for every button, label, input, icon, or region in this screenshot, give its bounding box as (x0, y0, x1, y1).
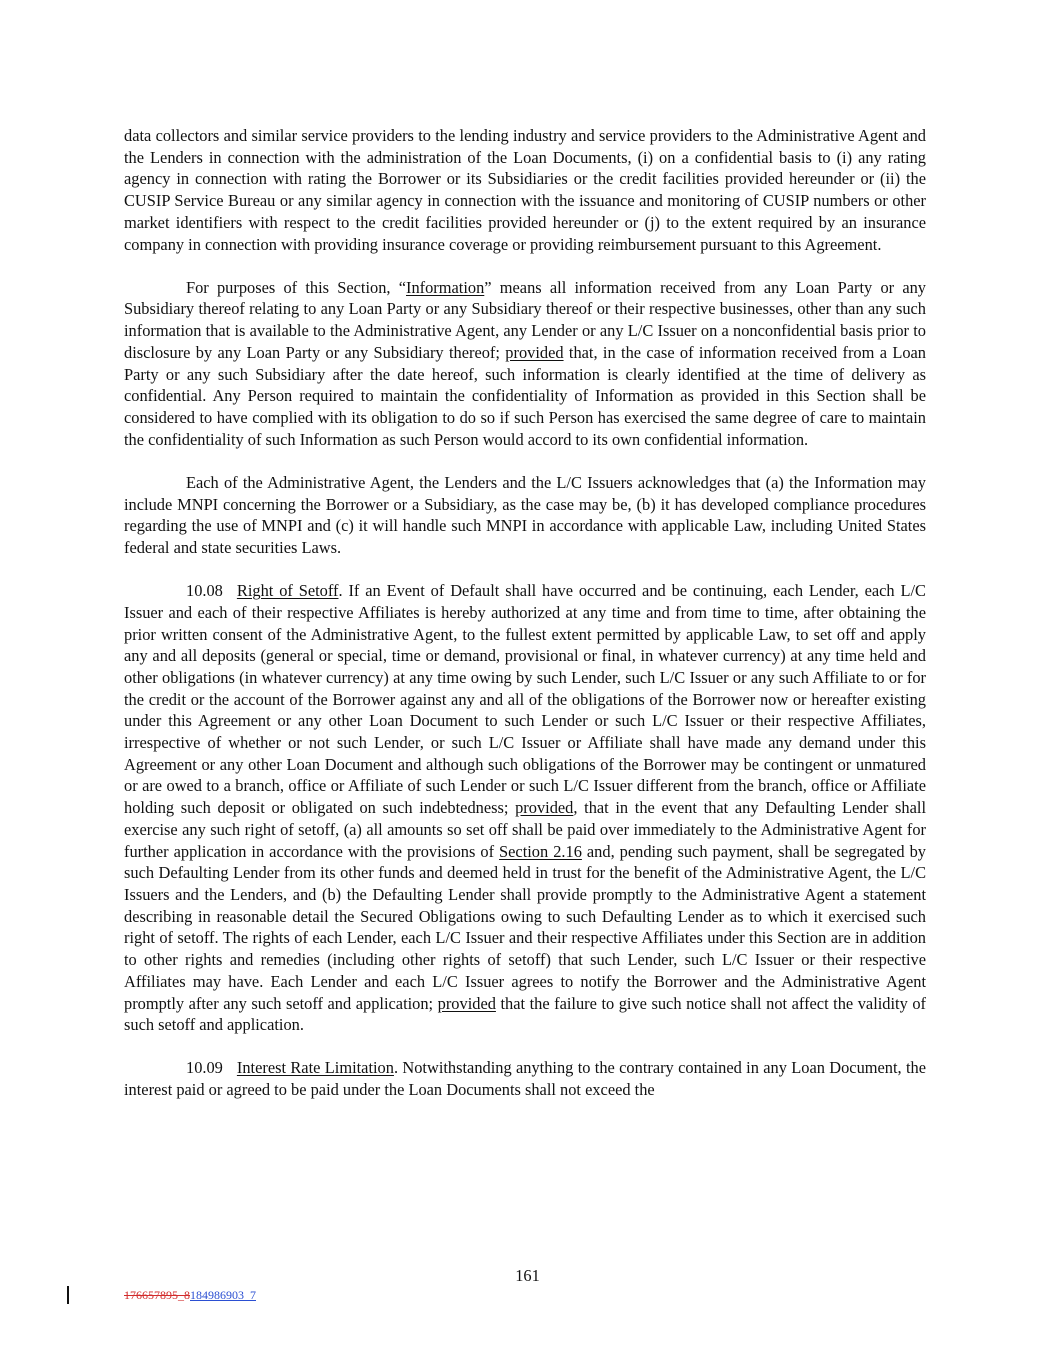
section-title-interest-rate-limitation: Interest Rate Limitation (236, 1058, 394, 1078)
provided-term: provided (437, 993, 496, 1013)
section-number: 10.09 (186, 1058, 223, 1078)
provided-term: provided (515, 798, 574, 818)
change-bar (67, 1286, 69, 1304)
paragraph-confidential-disclosures: data collectors and similar service providers to the lending industry and service providers to the Administrative Agent and the Lenders in connection with the administration of the Loan Documents, (i) on a confidential basis to (i) any rating agency in connection with rating the Borrower or its Subsidiaries or the credit facilities provided hereunder or (ii) the CUSIP Service Bureau or any similar agency in connection with the issuance and monitoring of CUSIP numbers or other market identifiers with respect to the credit facilities provided hereunder or (j) to the extent required by an insurance company in connection with providing insurance coverage or providing reimbursement pursuant to this Agreement. (124, 126, 926, 254)
page-number: 161 (515, 1266, 540, 1285)
paragraph-mnpi-acknowledgment: Each of the Administrative Agent, the Lenders and the L/C Issuers acknowledges that (a) the Information may include MNPI concerning the Borrower or a Subsidiary, as the case may be, (b) it has developed compliance procedures regarding the use of MNPI and (c) it will handle such MNPI in accordance with applicable Law, including United States federal and state securities Laws. (124, 472, 926, 557)
provided-term: provided (505, 342, 564, 362)
document-id-inserted: 184986903_7 (190, 1288, 256, 1302)
defined-term-information: Information (406, 277, 485, 297)
section-reference-2-16: Section 2.16 (499, 841, 582, 861)
document-body (124, 125, 926, 1122)
section-10-09: 10.09 Interest Rate Limitation. Notwithstanding anything to the contrary contained in any Loan Document, the interest paid or agreed to be paid under the Loan Documents shall not exceed the (124, 1058, 926, 1100)
paragraph-information-definition: For purposes of this Section, “Information” means all information received from any Loan Party or any Subsidiary thereof relating to any Loan Party or any Subsidiary thereof or their respective businesses, other than any such information that is available to the Administrative Agent, any Lender or any L/C Issuer on a nonconfidential basis prior to disclosure by any Loan Party or any Subsidiary thereof; provided that, in the case of information received from a Loan Party or any such Subsidiary after the date hereof, such information is clearly identified at the time of delivery as confidential. Any Person required to maintain the confidentiality of Information as provided in this Section shall be considered to have complied with its obligation to do so if such Person has exercised the same degree of care to maintain the confidentiality of such Information as such Person would accord to its own confidential information. (124, 277, 927, 449)
section-10-08: 10.08 Right of Setoff. If an Event of Default shall have occurred and be continuing, each Lender, each L/C Issuer and each of their respective Affiliates is hereby authorized at any time and from time to time, after obtaining the prior written consent of the Administrative Agent, to the fullest extent permitted by applicable Law, to set off and apply any and all deposits (general or special, time or demand, provisional or final, in whatever currency) at any time held and other obligations (in whatever currency) at any time owing by such Lender, such L/C Issuer or any such Affiliate to or for the credit or the account of the Borrower against any and all of the obligations of the Borrower now or hereafter existing under this Agreement or any other Loan Document to such Lender or such L/C Issuer or their respective Affiliates, irrespective of whether or not such Lender, or such L/C Issuer or Affiliate shall have made any demand under this Agreement or any other Loan Document and although such obligations of the Borrower may be contingent or unmatured or are owed to a branch, office or Affiliate of such Lender or such L/C Issuer different from the branch, office or Affiliate holding such deposit or obligated on such indebtedness; provided, that in the event that any Defaulting Lender shall exercise any such right of setoff, (a) all amounts so set off shall be paid over immediately to the Administrative Agent for further application in accordance with the provisions of Section 2.16 and, pending such payment, shall be segregated by such Defaulting Lender from its other funds and deemed held in trust for the benefit of the Administrative Agent, the L/C Issuers and the Lenders, and (b) the Defaulting Lender shall provide promptly to the Administrative Agent a statement describing in reasonable detail the Secured Obligations owing to such Defaulting Lender as to which it exercised such right of setoff. The rights of each Lender, each L/C Issuer and their respective Affiliates under this Section are in addition to other rights and remedies (including other rights of setoff) that such Lender, such L/C Issuer or their respective Affiliates may have. Each Lender and each L/C Issuer agrees to notify the Borrower and the Administrative Agent promptly after any such setoff and application; provided that the failure to give such notice shall not affect the validity of such setoff and application. (124, 581, 927, 1035)
document-id (124, 1288, 256, 1302)
section-number: 10.08 (186, 581, 223, 601)
document-id-deleted: 176657895_8 (124, 1288, 190, 1302)
section-title-right-of-setoff: Right of Setoff (236, 581, 339, 601)
